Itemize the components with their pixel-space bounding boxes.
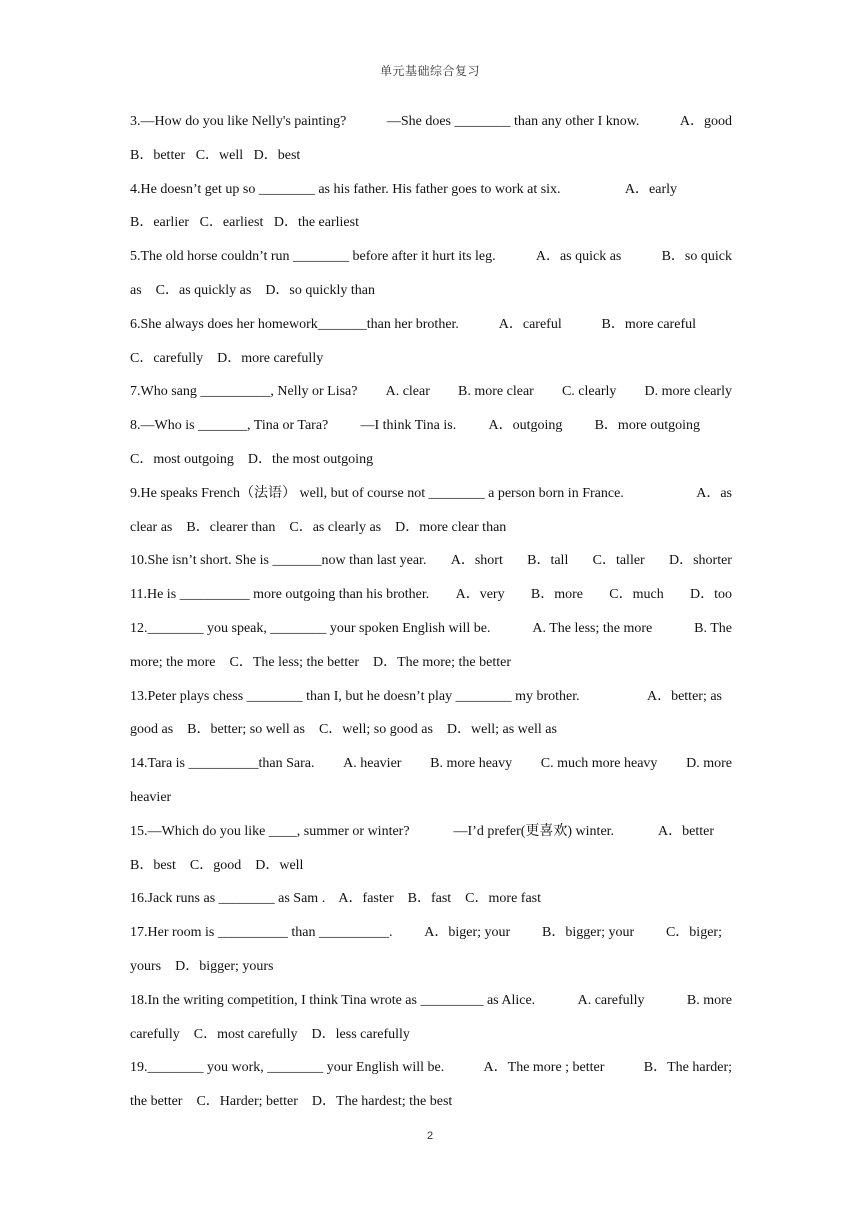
answer-option: A．good [679,114,732,129]
question-text: good as B．better; so well as C．well; so good as D．well; as well as [130,722,557,738]
exercise-line [130,550,732,584]
exercise-line [130,855,732,889]
question-text: 12.________ you speak, ________ your spoken English will be. [130,620,491,636]
exercise-line [130,449,732,483]
answer-option: A．as quick as [535,249,622,265]
exercise-line [130,618,732,652]
question-text: 16.Jack runs as ________ as Sam . A．faster B．fast C．more fast [130,891,541,907]
exercise-line [130,145,732,179]
answer-option: B. more clear [458,384,534,400]
exercise-body [130,111,732,1125]
exercise-line [130,753,732,787]
answer-option: C．much [609,587,664,603]
exercise-line [130,280,732,314]
question-text: heavier [130,789,172,805]
answer-option: A. The less; the more [532,620,653,636]
answer-option: D．shorter [668,553,732,569]
question-text: clear as B．clearer than C．as clearly as D．more clear than [130,519,507,535]
exercise-line [130,888,732,922]
exercise-line [130,922,732,956]
answer-option: —I’d prefer(更喜欢) winter. [453,823,615,839]
exercise-line [130,381,732,415]
question-text: 19.________ you work, ________ your English will be. [130,1060,445,1076]
exercise-line [130,111,732,145]
answer-option: B. more heavy [430,756,513,772]
exercise-line [130,1024,732,1058]
page-header: 单元基础综合复习 [379,64,480,78]
answer-option: C．biger; [665,925,722,941]
question-text: yours D．bigger; yours [130,958,274,974]
exercise-line [130,212,732,246]
answer-option: A．short [450,553,503,569]
question-text: B．earlier C．earliest D．the earliest [130,215,359,231]
exercise-line [130,956,732,990]
exercise-line [130,179,732,213]
question-text: as C．as quickly as D．so quickly than [130,282,375,298]
exercise-line [130,990,732,1024]
question-text: more; the more C．The less; the better D．The more; the better [130,654,511,670]
exercise-line [130,652,732,686]
question-text: 15.—Which do you like ____, summer or winter? [130,823,410,839]
answer-option: B．more [530,587,583,603]
question-text: 17.Her room is __________ than __________. [130,925,393,941]
exercise-line [130,415,732,449]
exercise-line [130,314,732,348]
answer-option: A．very [455,587,505,603]
exercise-line [130,787,732,821]
answer-option: B. more [686,992,732,1008]
answer-option: A. heavier [343,756,402,772]
question-text: B．best C．good D．well [130,857,304,873]
question-text: 5.The old horse couldn’t run ________ before after it hurt its leg. [130,249,496,265]
question-text: B．better C．well D．best [130,147,301,163]
exercise-line [130,719,732,753]
answer-option: B. The [694,620,732,636]
question-text: 3.—How do you like Nelly's painting? [130,114,347,129]
page-number: 2 [426,1130,434,1142]
answer-option: A. clear [385,384,430,400]
exercise-line [130,483,732,517]
question-text: 8.—Who is _______, Tina or Tara? [130,418,329,434]
question-text: 18.In the writing competition, I think Tina wrote as _________ as Alice. [130,992,536,1008]
exercise-line [130,246,732,280]
exercise-line [130,1091,732,1125]
answer-option: B．tall [527,553,569,569]
question-text: carefully C．most carefully D．less carefully [130,1026,410,1042]
exercise-line [130,584,732,618]
question-text: 11.He is __________ more outgoing than his brother. [130,587,430,603]
question-text: 9.He speaks French（法语） well, but of course not ________ a person born in France. [130,485,624,501]
answer-option: A．as [696,485,732,501]
question-text: 7.Who sang __________, Nelly or Lisa? [130,384,358,400]
question-text: C．carefully D．more carefully [130,350,324,366]
answer-option: A．early [624,181,677,197]
answer-option: C. much more heavy [540,756,658,772]
answer-option: A．biger; your [424,925,511,941]
answer-option: D．too [689,587,732,603]
question-text: 13.Peter plays chess ________ than I, but he doesn’t play ________ my brother. [130,688,580,704]
answer-option: —She does ________ than any other I know. [386,114,640,129]
answer-option: C. clearly [561,384,617,400]
question-text: 10.She isn’t short. She is _______now than last year. [130,553,427,569]
answer-option: B．so quick [661,249,732,265]
exercise-line [130,517,732,551]
answer-option: C．taller [592,553,645,569]
exercise-line [130,686,732,720]
question-text: 4.He doesn’t get up so ________ as his father. His father goes to work at six. [130,181,561,197]
answer-option: A．The more ; better [483,1060,605,1076]
answer-option: B．more outgoing [594,418,700,434]
question-text: C．most outgoing D．the most outgoing [130,451,374,467]
answer-option: B．more careful [601,316,696,332]
answer-option: A．outgoing [488,418,563,434]
question-text: the better C．Harder; better D．The hardest; the best [130,1094,453,1110]
answer-option: A．careful [498,316,562,332]
answer-option: A. carefully [577,992,645,1008]
answer-option: B．bigger; your [542,925,635,941]
exercise-line [130,1057,732,1091]
answer-option: A．better; as [646,688,722,704]
question-text: 6.She always does her homework_______than her brother. [130,316,459,332]
answer-option: B．The harder; [643,1060,732,1076]
answer-option: D. more clearly [644,384,732,400]
answer-option: —I think Tina is. [360,418,457,434]
answer-option: A．better [658,823,714,839]
answer-option: D. more [686,756,732,772]
question-text: 14.Tara is __________than Sara. [130,756,315,772]
exercise-line [130,348,732,382]
exercise-line [130,821,732,855]
